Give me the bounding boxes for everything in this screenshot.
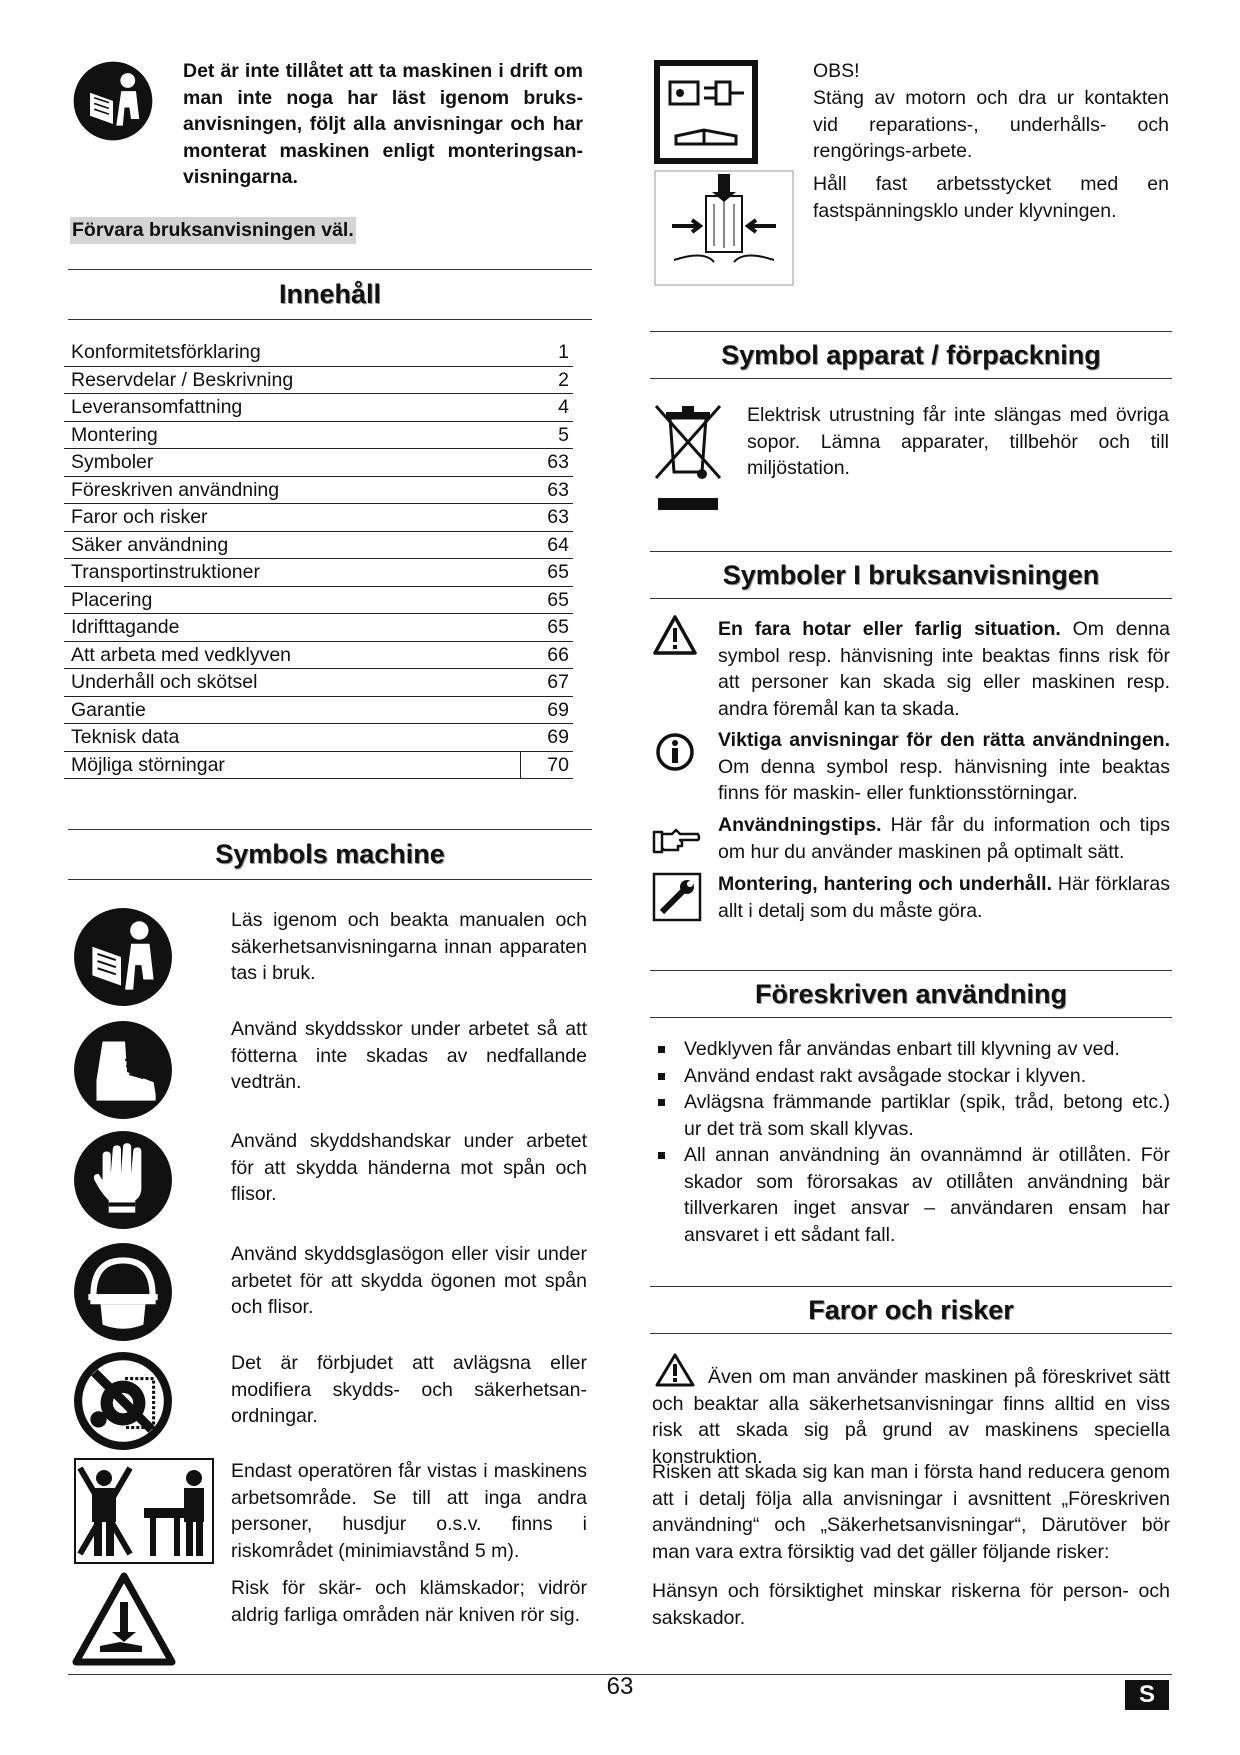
toc-item-page: 65 bbox=[521, 586, 573, 614]
symbol-text-crush-hazard: Risk för skär- och klämskador; vidrör aldrig farliga områden när kniven rör sig. bbox=[231, 1577, 587, 1626]
toc-item-label: Föreskriven användning bbox=[64, 476, 521, 504]
pointing-hand-icon bbox=[652, 826, 702, 856]
toc-heading: Innehåll bbox=[68, 269, 592, 320]
toc-item-label: Montering bbox=[64, 421, 521, 449]
hazards-para-3: Hänsyn och försiktighet minskar riskerna för person- och sakskador. bbox=[652, 1580, 1170, 1629]
toc-row bbox=[64, 339, 573, 366]
toc-row bbox=[64, 504, 573, 532]
obs-text: Stäng av motorn och dra ur kontakten vid reparations-, underhålls- och rengörings-arbete. bbox=[813, 87, 1169, 162]
symbol-text-safety-gloves: Använd skyddshandskar under arbetet för att skydda händerna mot spån och flisor. bbox=[231, 1130, 587, 1205]
crush-hazard-icon bbox=[72, 1572, 176, 1666]
toc-row bbox=[64, 614, 573, 642]
keep-manual-note: Förvara bruksanvisningen väl. bbox=[70, 217, 356, 244]
hazards-para-2: Risken att skada sig kan man i första hand reducera genom att i detalj följa alla anvisningar i avsnittent „Föreskriven användning“ och „Säkerhetsanvisningar“, Därutöver bör man vara extra försiktig vad det gäller följande risker: bbox=[652, 1461, 1170, 1563]
face-shield-icon bbox=[72, 1241, 174, 1343]
list-item: Använd endast rakt avsågade stockar i klyven. bbox=[652, 1063, 1170, 1090]
language-badge: S bbox=[1125, 1680, 1169, 1710]
toc-item-label: Teknisk data bbox=[64, 724, 521, 752]
safety-glove-icon bbox=[72, 1129, 174, 1231]
toc-row bbox=[64, 449, 573, 477]
toc-row bbox=[64, 696, 573, 724]
list-item: Vedklyven får användas enbart till klyvning av ved. bbox=[652, 1036, 1170, 1063]
hazards-heading: Faror och risker bbox=[650, 1286, 1172, 1334]
toc-item-label: Möjliga störningar bbox=[64, 751, 521, 779]
toc-item-page: 64 bbox=[521, 531, 573, 559]
list-item: Avlägsna främmande partiklar (spik, tråd, betong etc.) ur det trä som skall klyvas. bbox=[652, 1089, 1170, 1142]
symbols-manual-heading: Symboler I bruksanvisningen bbox=[650, 551, 1172, 599]
symbol-text-face-shield: Använd skyddsglasögon eller visir under arbetet för att skydda ögonen mot spån och flisor. bbox=[231, 1243, 587, 1318]
toc-item-label: Symboler bbox=[64, 449, 521, 477]
toc-row bbox=[64, 476, 573, 504]
toc-item-label: Konformitetsförklaring bbox=[64, 339, 521, 366]
toc-row bbox=[64, 641, 573, 669]
toc-item-page: 69 bbox=[521, 696, 573, 724]
warning-triangle-icon bbox=[652, 614, 698, 656]
toc-item-page: 63 bbox=[521, 504, 573, 532]
toc-item-page: 66 bbox=[521, 641, 573, 669]
toc-item-page: 63 bbox=[521, 449, 573, 477]
symbol-text-no-guard-removal: Det är förbjudet att avlägsna eller modifiera skydds- och säkerhetsan-ordningar. bbox=[231, 1352, 587, 1427]
toc-item-label: Leveransomfattning bbox=[64, 394, 521, 422]
clamp-workpiece-icon bbox=[654, 170, 794, 286]
toc-item-label: Idrifttagande bbox=[64, 614, 521, 642]
toc-item-label: Underhåll och skötsel bbox=[64, 669, 521, 697]
symbols-machine-heading: Symbols machine bbox=[68, 829, 592, 880]
weee-bin-icon bbox=[652, 402, 724, 512]
wrench-icon bbox=[652, 872, 702, 922]
symbol-apparatus-text: Elektrisk utrustning får inte slängas med övriga sopor. Lämna apparater, tillbehör och till miljöstation. bbox=[747, 404, 1169, 479]
page-number: 63 bbox=[606, 1673, 634, 1700]
table-of-contents bbox=[64, 339, 573, 779]
toc-item-page: 69 bbox=[521, 724, 573, 752]
symbols-manual-item-info: Viktiga anvisningar för den rätta användningen. Om denna symbol resp. hänvisning inte beaktas finns för maskin- eller funktionsstörningar. bbox=[718, 729, 1170, 804]
symbol-text-read-manual: Läs igenom och beakta manualen och säkerhetsanvisningarna innan apparaten tas i bruk. bbox=[231, 909, 587, 984]
symbol-text-bystanders: Endast operatören får vistas i maskinens arbetsområde. Se till att inga andra personer, husdjur o.s.v. finns i riskområdet (minimiavstånd 5 m). bbox=[231, 1460, 587, 1562]
unplug-maintenance-icon bbox=[654, 60, 758, 164]
toc-item-label: Reservdelar / Beskrivning bbox=[64, 366, 521, 394]
info-icon bbox=[655, 732, 695, 772]
toc-row bbox=[64, 394, 573, 422]
toc-item-page: 65 bbox=[521, 559, 573, 587]
toc-item-page: 67 bbox=[521, 669, 573, 697]
toc-item-label: Placering bbox=[64, 586, 521, 614]
clamp-text: Håll fast arbetsstycket med en fastspänningsklo under klyvningen. bbox=[813, 173, 1169, 222]
toc-item-label: Säker användning bbox=[64, 531, 521, 559]
toc-row bbox=[64, 531, 573, 559]
obs-title: OBS! bbox=[813, 60, 860, 82]
toc-row bbox=[64, 724, 573, 752]
hazards-para-1: Även om man använder maskinen på föreskrivet sätt och beaktar alla säkerhetsanvisningar finns alltid en viss risk att skada sig på grund av maskinens speciella konstruktion. bbox=[652, 1366, 1170, 1468]
toc-row bbox=[64, 586, 573, 614]
toc-row bbox=[64, 559, 573, 587]
toc-row bbox=[64, 751, 573, 779]
intro-warning-text: Det är inte tillåtet att ta maskinen i drift om man inte noga har läst igenom bruks-anvisningen, följt alla anvisningar och har monterat maskinen enligt monteringsan-visningarna. bbox=[183, 60, 583, 188]
toc-item-page: 4 bbox=[521, 394, 573, 422]
toc-row bbox=[64, 421, 573, 449]
read-manual-icon bbox=[72, 60, 154, 142]
toc-item-page: 63 bbox=[521, 476, 573, 504]
intended-use-heading: Föreskriven användning bbox=[650, 970, 1172, 1018]
keep-bystanders-away-icon bbox=[74, 1458, 214, 1564]
toc-row bbox=[64, 669, 573, 697]
toc-item-label: Faror och risker bbox=[64, 504, 521, 532]
safety-boot-icon bbox=[72, 1019, 174, 1121]
symbols-manual-item-assembly: Montering, hantering och underhåll. Här förklaras allt i detalj som du måste göra. bbox=[718, 873, 1170, 922]
toc-row bbox=[64, 366, 573, 394]
symbols-manual-item-danger: En fara hotar eller farlig situation. Om denna symbol resp. hänvisning inte beaktas finns risk för att personer kan skada sig eller maskinen resp. andra föremål kan ta skada. bbox=[718, 618, 1170, 720]
read-manual-icon bbox=[72, 906, 174, 1008]
toc-item-page: 65 bbox=[521, 614, 573, 642]
toc-item-label: Att arbeta med vedklyven bbox=[64, 641, 521, 669]
toc-item-label: Transportinstruktioner bbox=[64, 559, 521, 587]
intended-use-list bbox=[652, 1036, 1170, 1248]
toc-item-page: 1 bbox=[521, 339, 573, 366]
toc-item-label: Garantie bbox=[64, 696, 521, 724]
symbol-text-safety-boots: Använd skyddsskor under arbetet så att fötterna inte skadas av nedfallande vedträn. bbox=[231, 1018, 587, 1093]
no-guard-removal-icon bbox=[72, 1350, 174, 1452]
symbol-apparatus-heading: Symbol apparat / förpackning bbox=[650, 331, 1172, 379]
toc-item-page: 70 bbox=[521, 751, 573, 779]
symbols-manual-item-tips: Användningstips. Här får du information och tips om hur du använder maskinen på optimalt sätt. bbox=[718, 814, 1170, 863]
toc-item-page: 5 bbox=[521, 421, 573, 449]
toc-item-page: 2 bbox=[521, 366, 573, 394]
list-item: All annan användning än ovannämnd är otillåten. För skador som förorsakas av otillåten användning bär tillverkaren inget ansvar – användaren ensam har ansvaret i ett sådant fall. bbox=[652, 1142, 1170, 1248]
